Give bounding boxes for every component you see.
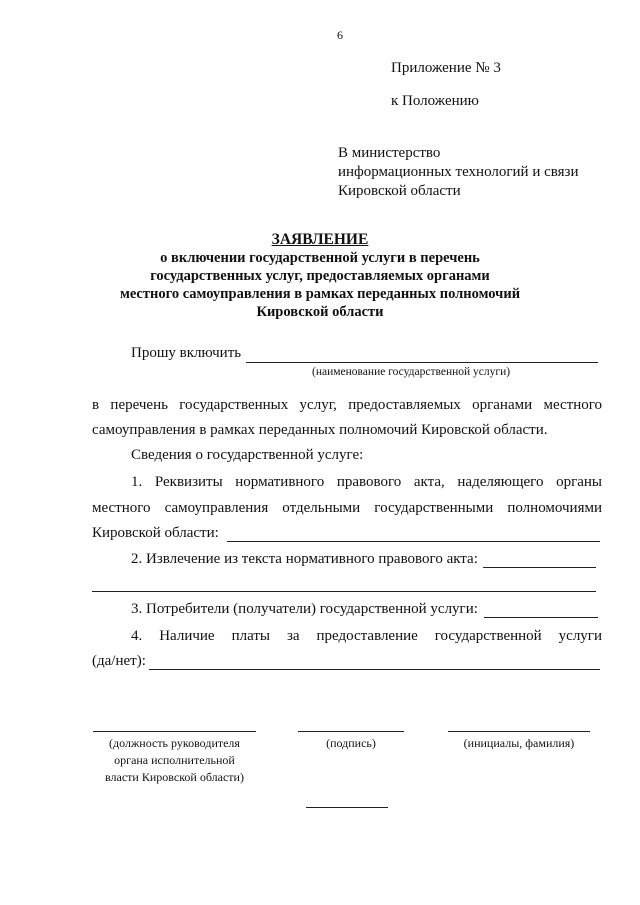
closing-divider — [306, 807, 388, 808]
item-2-field-line[interactable] — [483, 567, 596, 568]
request-field-line[interactable] — [246, 362, 598, 363]
appendix-ref: к Положению — [391, 93, 479, 109]
item-1-field-line[interactable] — [227, 541, 600, 542]
sign-signature-line[interactable] — [298, 731, 404, 732]
heading-line-4: Кировской области — [256, 304, 384, 320]
item-4-line-1: 4. Наличие платы за предоставление государственной услуги — [131, 628, 602, 644]
heading-line-3: местного самоуправления в рамках переданных полномочий — [119, 286, 521, 302]
item-3-field-line[interactable] — [484, 617, 598, 618]
paragraph-line-1: в перечень государственных услуг, предоставляемых органами местного — [92, 397, 602, 413]
heading-line-2: государственных услуг, предоставляемых органами — [150, 268, 490, 284]
page-number: 6 — [337, 28, 343, 42]
item-4-field-line[interactable] — [149, 669, 600, 670]
position-caption — [93, 735, 256, 786]
appendix-title: Приложение № 3 — [391, 60, 501, 76]
position-caption-line-1: (должность руководителя — [109, 736, 240, 750]
request-caption: (наименование государственной услуги) — [312, 366, 511, 378]
name-caption: (инициалы, фамилия) — [463, 736, 575, 750]
item-2-field-line-2[interactable] — [92, 591, 596, 592]
request-label: Прошу включить — [131, 345, 242, 361]
paragraph-line-2: самоуправления в рамках переданных полномочий Кировской области. — [92, 422, 548, 438]
addressee-line-1: В министерство — [338, 145, 441, 161]
item-3-text: 3. Потребители (получатели) государственной услуги: — [131, 601, 478, 617]
sign-caption: (подпись) — [326, 736, 376, 750]
position-caption-line-3: власти Кировской области) — [105, 770, 244, 784]
heading-line-1: о включении государственной услуги в перечень — [160, 250, 480, 266]
item-4-line-2: (да/нет): — [92, 653, 146, 669]
name-signature-line[interactable] — [448, 731, 590, 732]
item-1-line-2: местного самоуправления отдельными государственными полномочиями — [92, 500, 602, 516]
info-label: Сведения о государственной услуге: — [131, 447, 364, 463]
item-2-text: 2. Извлечение из текста нормативного правового акта: — [131, 551, 478, 567]
item-1-line-1: 1. Реквизиты нормативного правового акта, наделяющего органы — [131, 474, 602, 490]
position-caption-line-2: органа исполнительной — [114, 753, 235, 767]
addressee-line-2: информационных технологий и связи — [338, 164, 579, 180]
addressee-line-3: Кировской области — [338, 183, 461, 199]
document-title: ЗАЯВЛЕНИЕ — [271, 231, 369, 248]
item-1-line-3: Кировской области: — [92, 525, 219, 541]
position-signature-line[interactable] — [93, 731, 256, 732]
